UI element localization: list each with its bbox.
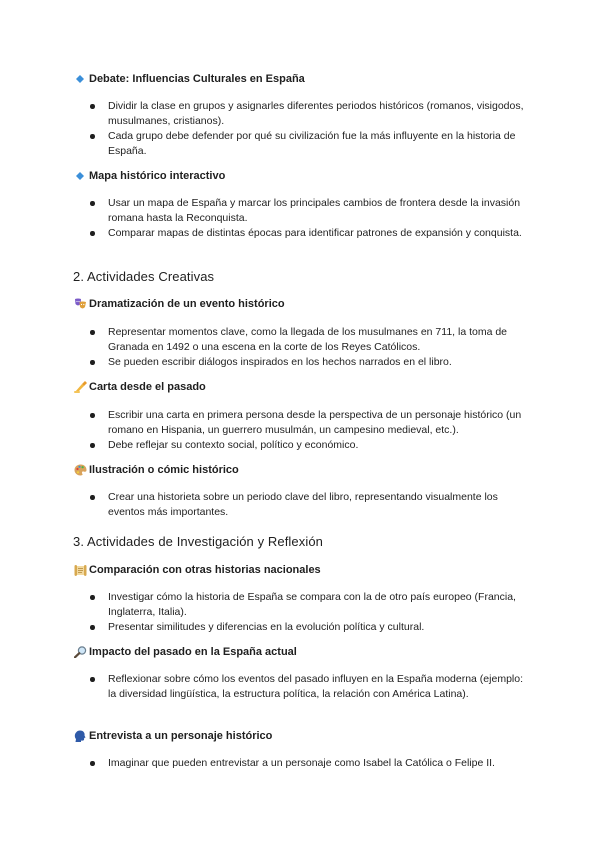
list-item: Se pueden escribir diálogos inspirados en los hechos narrados en el libro. [90, 355, 530, 370]
magnifying-glass-icon [73, 645, 87, 659]
bullet-icon [90, 413, 95, 418]
bullet-icon [90, 761, 95, 766]
bullet-icon [90, 677, 95, 682]
subheading-dramatizacion: Dramatización de un evento histórico [73, 297, 285, 311]
list-item: Cada grupo debe defender por qué su civilización fue la más influyente en la historia de España. [90, 129, 530, 158]
small-blue-diamond-icon [73, 72, 87, 86]
list-item: Dividir la clase en grupos y asignarles diferentes periodos históricos (romanos, visigodos, musulmanes, cristianos). [90, 99, 530, 128]
heading-actividades-creativas: 2. Actividades Creativas [73, 269, 215, 284]
subheading-entrevista: Entrevista a un personaje histórico [73, 729, 272, 743]
bullet-icon [90, 330, 95, 335]
list-item: Presentar similitudes y diferencias en la evolución política y cultural. [90, 620, 530, 635]
list-item: Reflexionar sobre cómo los eventos del pasado influyen en la España moderna (ejemplo: la diversidad lingüística, la estructura política, la relación con América Latina). [90, 672, 530, 701]
speaking-head-icon [73, 729, 87, 743]
subheading-mapa: Mapa histórico interactivo [73, 169, 225, 183]
bullet-icon [90, 201, 95, 206]
scroll-icon [73, 563, 87, 577]
bullet-icon [90, 104, 95, 109]
list-item: Investigar cómo la historia de España se compara con la de otro país europeo (Francia, Inglaterra, Italia). [90, 590, 530, 619]
bullet-icon [90, 625, 95, 630]
bullet-icon [90, 443, 95, 448]
subheading-carta: Carta desde el pasado [73, 380, 206, 394]
list-item: Representar momentos clave, como la llegada de los musulmanes en 711, la toma de Granada en 1492 o una escena en la corte de los Reyes Católicos. [90, 325, 530, 354]
list-item: Debe reflejar su contexto social, político y económico. [90, 438, 530, 453]
writing-hand-icon [73, 380, 87, 394]
bullet-icon [90, 134, 95, 139]
bullet-icon [90, 595, 95, 600]
subheading-debate: Debate: Influencias Culturales en España [73, 72, 305, 86]
list-item: Usar un mapa de España y marcar los principales cambios de frontera desde la invasión romana hasta la Reconquista. [90, 196, 530, 225]
subheading-comparacion: Comparación con otras historias nacionales [73, 563, 321, 577]
list-item: Imaginar que pueden entrevistar a un personaje como Isabel la Católica o Felipe II. [90, 756, 530, 771]
small-blue-diamond-icon [73, 169, 87, 183]
list-item: Escribir una carta en primera persona desde la perspectiva de un personaje histórico (un romano en Hispania, un guerrero musulmán, un campesino medieval, etc.). [90, 408, 530, 437]
bullet-icon [90, 231, 95, 236]
list-item: Crear una historieta sobre un periodo clave del libro, representando visualmente los eventos más importantes. [90, 490, 530, 519]
list-item: Comparar mapas de distintas épocas para identificar patrones de expansión y conquista. [90, 226, 530, 241]
theater-masks-icon [73, 297, 87, 311]
heading-investigacion-reflexion: 3. Actividades de Investigación y Reflexión [73, 534, 323, 549]
bullet-icon [90, 360, 95, 365]
subheading-impacto: Impacto del pasado en la España actual [73, 645, 297, 659]
subheading-ilustracion: Ilustración o cómic histórico [73, 463, 239, 477]
bullet-icon [90, 495, 95, 500]
artist-palette-icon [73, 463, 87, 477]
